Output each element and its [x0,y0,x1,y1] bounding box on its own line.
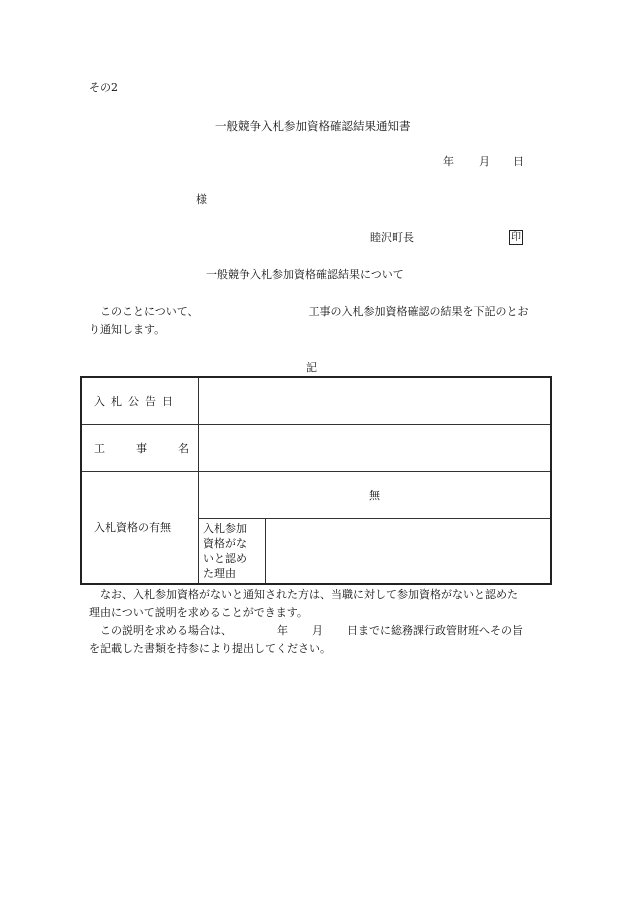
note-2-line-2: を記載した書類を持参により提出してください。 [89,642,331,655]
date-year: 年 [443,155,454,168]
label-reason: 入札参加 資格がな いと認め た理由 [199,518,266,584]
label-eligibility: 入札資格の有無 [81,471,199,584]
label-notice-date: 入札公告日 [81,377,199,424]
sender-name: 睦沢町長 [370,231,414,244]
date-month: 月 [479,155,490,168]
subject-line: 一般競争入札参加資格確認結果について [206,268,404,281]
body-line-1-end: 工事の入札参加資格確認の結果を下記のとお [308,305,529,318]
value-reason[interactable] [266,518,552,584]
table-row-notice-date [81,377,551,424]
seal-mark: 印 [511,232,521,243]
body-line-2: り通知します。 [89,323,166,336]
addressee-suffix: 様 [196,193,207,206]
record-label: 記 [306,361,317,374]
seal-stamp [509,230,523,245]
value-eligibility: 無 [199,471,552,518]
date-day: 日 [513,155,524,168]
value-notice-date[interactable] [199,377,552,424]
notes-paragraph [89,586,551,658]
table-row-project-name [81,424,551,471]
body-paragraph [89,303,551,339]
value-project-name[interactable] [199,424,552,471]
note-2-line-1: この説明を求める場合は、 年 月 日までに総務課行政管財班へその旨 [100,624,523,637]
note-1-line-1: なお、入札参加資格がないと通知された方は、当職に対して参加資格がないと認めた [100,588,518,601]
label-project-name: 工 事 名 [81,424,199,471]
confirmation-table [80,376,552,585]
note-1-line-2: 理由について説明を求めることができます。 [89,606,308,619]
document-number: その2 [89,81,118,94]
body-line-1-start: このことについて、 [100,305,199,318]
document-title: 一般競争入札参加資格確認結果通知書 [215,119,411,133]
body-line-1 [89,303,551,321]
table-row-eligibility [81,471,551,518]
